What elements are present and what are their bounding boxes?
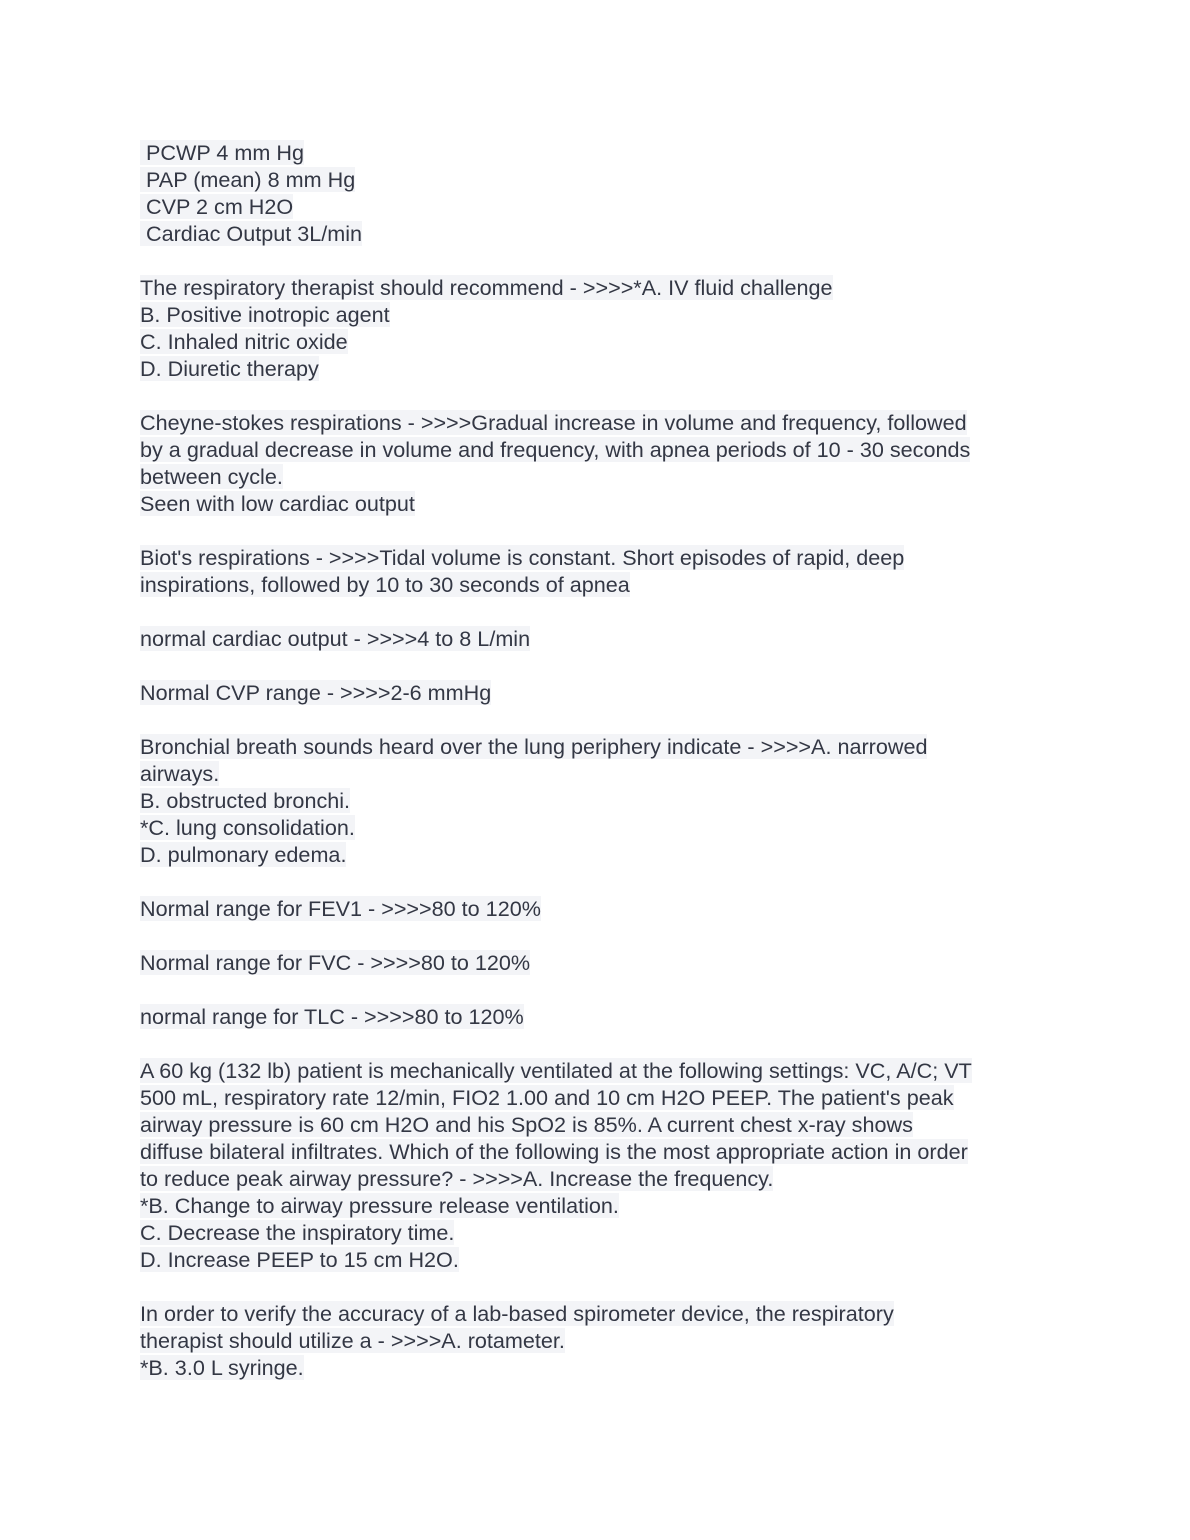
paragraph-fev1 [140,895,1060,922]
text-line: between cycle. [140,464,283,489]
text-line: D. pulmonary edema. [140,842,347,867]
text-line: In order to verify the accuracy of a lab-based spirometer device, the respiratory [140,1301,894,1326]
paragraph-bronchial [140,733,1060,868]
text-line: D. Diuretic therapy [140,356,319,381]
paragraph-cvp-range [140,679,1060,706]
text-line: Normal range for FVC - >>>>80 to 120% [140,950,531,975]
text-line: Cheyne-stokes respirations - >>>>Gradual increase in volume and frequency, followed [140,410,967,435]
text-line: airways. [140,761,220,786]
text-line: PCWP 4 mm Hg [140,140,304,165]
text-line: Normal CVP range - >>>>2-6 mmHg [140,680,492,705]
text-line: to reduce peak airway pressure? - >>>>A. Increase the frequency. [140,1166,774,1191]
text-line: *C. lung consolidation. [140,815,355,840]
paragraph-cardiac-output [140,625,1060,652]
document-page [140,139,1060,1408]
text-line: The respiratory therapist should recommend - >>>>*A. IV fluid challenge [140,275,833,300]
text-line: airway pressure is 60 cm H2O and his SpO2 is 85%. A current chest x-ray shows [140,1112,913,1137]
text-line: normal range for TLC - >>>>80 to 120% [140,1004,524,1029]
text-line: Biot's respirations - >>>>Tidal volume is constant. Short episodes of rapid, deep [140,545,905,570]
paragraph-rt-recommend [140,274,1060,382]
paragraph-fvc [140,949,1060,976]
paragraph-cheyne-stokes [140,409,1060,517]
text-line: CVP 2 cm H2O [140,194,294,219]
text-line: normal cardiac output - >>>>4 to 8 L/min [140,626,531,651]
text-line: inspirations, followed by 10 to 30 seconds of apnea [140,572,630,597]
text-line: Cardiac Output 3L/min [140,221,363,246]
text-line: Bronchial breath sounds heard over the lung periphery indicate - >>>>A. narrowed [140,734,928,759]
text-line: *B. Change to airway pressure release ventilation. [140,1193,619,1218]
paragraph-hemodynamics [140,139,1060,247]
paragraph-tlc [140,1003,1060,1030]
text-line: therapist should utilize a - >>>>A. rotameter. [140,1328,565,1353]
text-line: by a gradual decrease in volume and frequency, with apnea periods of 10 - 30 seconds [140,437,971,462]
paragraph-ventilation [140,1057,1060,1273]
text-line: C. Decrease the inspiratory time. [140,1220,455,1245]
paragraph-biots [140,544,1060,598]
text-line: PAP (mean) 8 mm Hg [140,167,356,192]
text-line: *B. 3.0 L syringe. [140,1355,304,1380]
text-line: B. Positive inotropic agent [140,302,390,327]
text-line: A 60 kg (132 lb) patient is mechanically ventilated at the following settings: VC, A/C; VT [140,1058,972,1083]
text-line: C. Inhaled nitric oxide [140,329,348,354]
text-line: 500 mL, respiratory rate 12/min, FIO2 1.00 and 10 cm H2O PEEP. The patient's peak [140,1085,954,1110]
text-line: Normal range for FEV1 - >>>>80 to 120% [140,896,541,921]
text-line: diffuse bilateral infiltrates. Which of the following is the most appropriate action in order [140,1139,968,1164]
text-line: D. Increase PEEP to 15 cm H2O. [140,1247,459,1272]
text-line: B. obstructed bronchi. [140,788,351,813]
paragraph-spirometer [140,1300,1060,1381]
text-line: Seen with low cardiac output [140,491,415,516]
